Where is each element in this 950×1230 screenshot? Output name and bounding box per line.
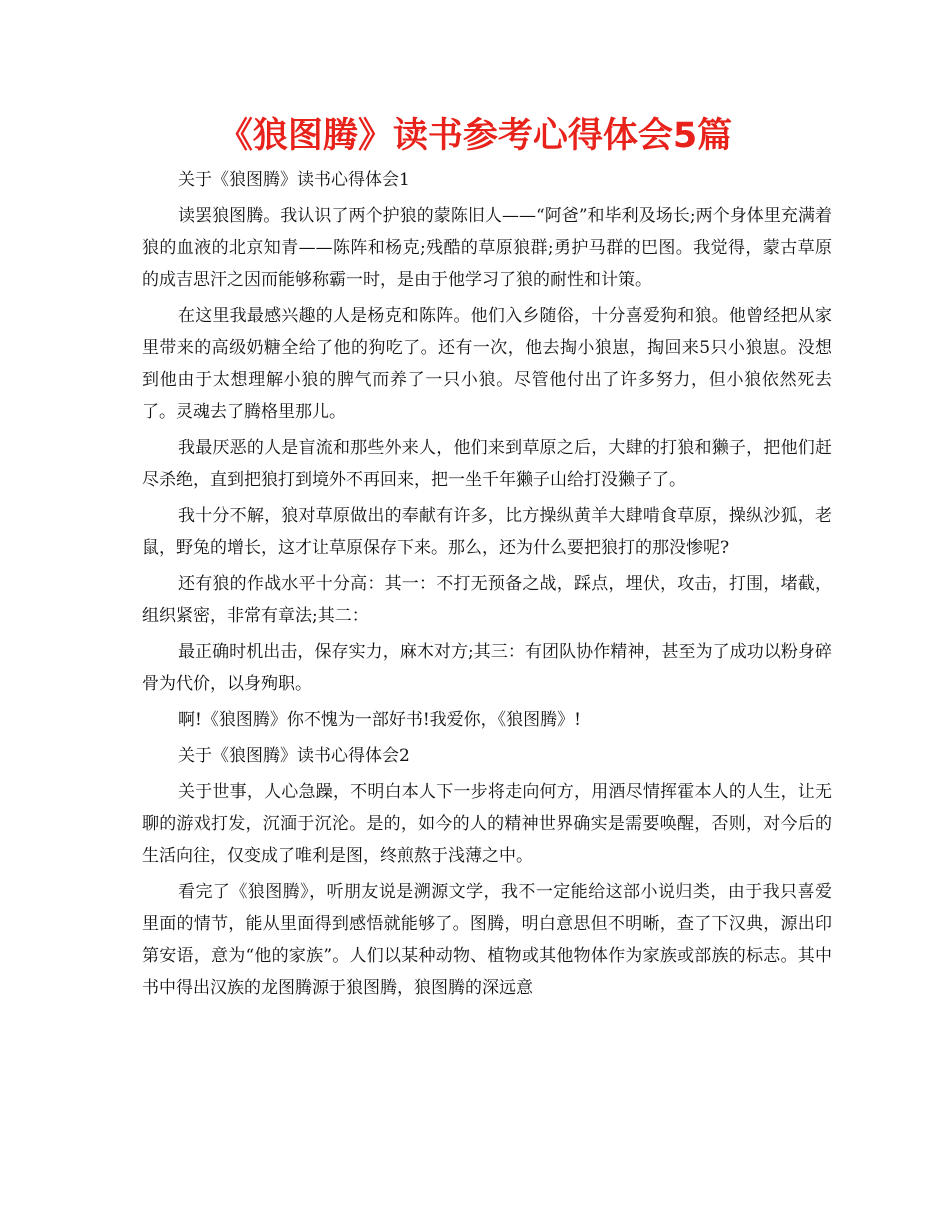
- section-heading-1: 关于《狼图腾》读书心得体会1: [178, 170, 410, 190]
- paragraph: 啊!《狼图腾》你不愧为一部好书!我爱你，《狼图腾》!: [178, 710, 581, 730]
- paragraph: 最正确时机出击，保存实力，麻木对方;其三：有团队协作精神，甚至为了成功以粉身碎骨为代价，以身殉职。: [142, 642, 832, 694]
- paragraph: 还有狼的作战水平十分高：其一：不打无预备之战，踩点，埋伏，攻击，打围，堵截，组织紧密，非常有章法;其二：: [142, 574, 832, 626]
- paragraph: 我最厌恶的人是盲流和那些外来人，他们来到草原之后，大肆的打狼和獭子，把他们赶尽杀绝，直到把狼打到境外不再回来，把一坐千年獭子山给打没獭子了。: [142, 438, 832, 490]
- paragraph: 我十分不解，狼对草原做出的奉献有许多，比方操纵黄羊大肆啃食草原，操纵沙狐，老鼠，野兔的增长，这才让草原保存下来。那么，还为什么要把狼打的那没惨呢?: [142, 506, 832, 558]
- paragraph: 读罢狼图腾。我认识了两个护狼的蒙陈旧人——“阿爸”和毕利及场长;两个身体里充满着狼的血液的北京知青——陈阵和杨克;残酷的草原狼群;勇护马群的巴图。我觉得，蒙古草原的成吉思汗之因而能够称霸一时，是由于他学习了狼的耐性和计策。: [142, 206, 832, 290]
- paragraph: 关于世事，人心急躁，不明白本人下一步将走向何方，用酒尽情挥霍本人的人生，让无聊的游戏打发，沉湎于沉沦。是的，如今的人的精神世界确实是需要唤醒，否则，对今后的生活向往，仅变成了唯利是图，终煎熬于浅薄之中。: [142, 782, 832, 866]
- section-heading-2: 关于《狼图腾》读书心得体会2: [178, 746, 410, 766]
- paragraph: 在这里我最感兴趣的人是杨克和陈阵。他们入乡随俗，十分喜爱狗和狼。他曾经把从家里带来的高级奶糖全给了他的狗吃了。还有一次，他去掏小狼崽，掏回来5只小狼崽。没想到他由于太想理解小狼的脾气而养了一只小狼。尽管他付出了许多努力，但小狼依然死去了。灵魂去了腾格里那儿。: [142, 306, 832, 422]
- paragraph: 看完了《狼图腾》，听朋友说是溯源文学，我不一定能给这部小说归类，由于我只喜爱里面的情节，能从里面得到感悟就能够了。图腾，明白意思但不明晰，查了下汉典，源出印第安语，意为“他的家族”。人们以某种动物、植物或其他物体作为家族或部族的标志。其中书中得出汉族的龙图腾源于狼图腾，狼图腾的深远意: [142, 882, 832, 998]
- document-body: [142, 164, 832, 1008]
- document-title: 《狼图腾》读书参考心得体会5篇: [217, 116, 733, 156]
